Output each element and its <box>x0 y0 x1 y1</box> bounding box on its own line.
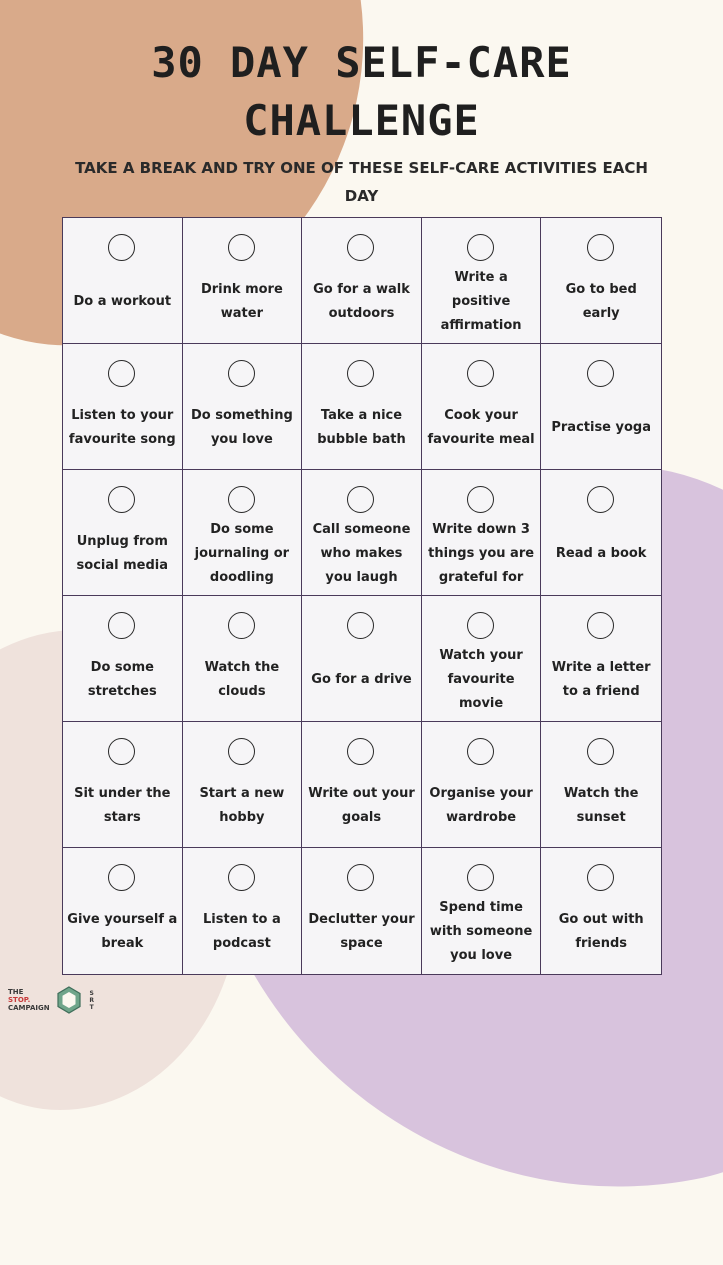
checkbox-circle[interactable] <box>467 612 494 639</box>
challenge-cell <box>302 344 422 470</box>
logo-line-stop: STOP. <box>8 996 31 1004</box>
campaign-logo <box>8 984 96 1016</box>
challenge-cell <box>63 596 183 722</box>
challenge-cell <box>63 218 183 344</box>
activity-label: Listen to a podcast <box>203 912 281 951</box>
checkbox-circle[interactable] <box>347 234 374 261</box>
checkbox-circle[interactable] <box>587 486 614 513</box>
checkbox-circle[interactable] <box>467 864 494 891</box>
challenge-cell <box>63 848 183 974</box>
challenge-cell <box>183 722 303 848</box>
activity-label: Spend time with someone you love <box>429 900 533 963</box>
activity-label: Give yourself a break <box>67 912 178 951</box>
activity-label: Call someone who makes you laugh <box>312 521 411 585</box>
activity-label: Do some stretches <box>87 659 157 699</box>
challenge-cell <box>541 848 661 974</box>
challenge-cell <box>183 596 303 722</box>
logo-srt-r: R <box>89 996 94 1004</box>
activity-label: Write a letter to a friend <box>551 659 651 699</box>
activity-label: Write out your goals <box>308 785 415 825</box>
challenge-cell <box>183 470 303 596</box>
challenge-cell <box>302 218 422 344</box>
challenge-cell <box>63 344 183 470</box>
page-title-line2: CHALLENGE <box>243 96 480 145</box>
challenge-cell <box>302 722 422 848</box>
checkbox-circle[interactable] <box>228 486 255 513</box>
checkbox-circle[interactable] <box>467 360 494 387</box>
challenge-cell <box>422 218 542 344</box>
checkbox-circle[interactable] <box>467 234 494 261</box>
checkbox-circle[interactable] <box>108 360 135 387</box>
checkbox-circle[interactable] <box>347 486 374 513</box>
challenge-cell <box>422 596 542 722</box>
hexagon-logo-icon <box>54 985 84 1015</box>
challenge-cell <box>422 722 542 848</box>
checkbox-circle[interactable] <box>108 486 135 513</box>
logo-line-campaign: CAMPAIGN <box>8 1004 50 1012</box>
challenge-cell <box>183 848 303 974</box>
activity-label: Drink more water <box>200 281 283 321</box>
challenge-cell <box>302 596 422 722</box>
activity-label: Do a workout <box>73 293 172 309</box>
checkbox-circle[interactable] <box>108 864 135 891</box>
activity-label: Watch the clouds <box>204 659 280 699</box>
checkbox-circle[interactable] <box>108 234 135 261</box>
activity-label: Organise your wardrobe <box>429 785 533 825</box>
activity-label: Do some journaling or doodling <box>194 521 290 585</box>
logo-srt-s: S <box>89 989 94 997</box>
activity-label: Go out with friends <box>558 912 644 951</box>
activity-label: Write a positive affirmation <box>440 269 522 333</box>
logo-srt-t: T <box>89 1003 94 1011</box>
challenge-cell <box>422 848 542 974</box>
challenge-cell <box>183 218 303 344</box>
activity-label: Practise yoga <box>551 419 652 435</box>
activity-label: Go for a walk outdoors <box>313 281 410 321</box>
challenge-cell <box>63 722 183 848</box>
page-title-line1: 30 DAY SELF-CARE <box>151 38 572 87</box>
challenge-cell <box>422 344 542 470</box>
page-subtitle: TAKE A BREAK AND TRY ONE OF THESE SELF-CARE ACTIVITIES EACH DAY <box>75 159 648 205</box>
checkbox-circle[interactable] <box>587 738 614 765</box>
checkbox-circle[interactable] <box>347 738 374 765</box>
logo-line-the: THE <box>8 988 24 996</box>
checkbox-circle[interactable] <box>467 486 494 513</box>
checkbox-circle[interactable] <box>228 738 255 765</box>
challenge-cell <box>541 596 661 722</box>
activity-label: Go for a drive <box>311 671 412 687</box>
challenge-cell <box>63 470 183 596</box>
activity-label: Go to bed early <box>565 281 637 321</box>
checkbox-circle[interactable] <box>228 234 255 261</box>
checkbox-circle[interactable] <box>587 612 614 639</box>
checkbox-circle[interactable] <box>228 864 255 891</box>
challenge-cell <box>302 848 422 974</box>
activity-label: Unplug from social media <box>76 533 169 573</box>
activity-label: Watch the sunset <box>563 785 639 825</box>
activity-label: Listen to your favourite song <box>68 407 176 447</box>
activity-label: Start a new hobby <box>199 785 285 825</box>
challenge-grid <box>62 217 662 975</box>
activity-label: Cook your favourite meal <box>427 407 535 447</box>
logo-wordmark <box>8 988 50 1012</box>
challenge-cell <box>183 344 303 470</box>
checkbox-circle[interactable] <box>587 864 614 891</box>
checkbox-circle[interactable] <box>347 360 374 387</box>
checkbox-circle[interactable] <box>108 738 135 765</box>
checkbox-circle[interactable] <box>587 234 614 261</box>
activity-label: Watch your favourite movie <box>439 647 523 711</box>
challenge-cell <box>541 470 661 596</box>
activity-label: Declutter your space <box>308 912 415 951</box>
checkbox-circle[interactable] <box>228 360 255 387</box>
checkbox-circle[interactable] <box>347 864 374 891</box>
activity-label: Write down 3 things you are grateful for <box>428 521 535 585</box>
checkbox-circle[interactable] <box>467 738 494 765</box>
activity-label: Sit under the stars <box>74 785 171 825</box>
checkbox-circle[interactable] <box>108 612 135 639</box>
checkbox-circle[interactable] <box>228 612 255 639</box>
checkbox-circle[interactable] <box>587 360 614 387</box>
activity-label: Do something you love <box>191 407 293 447</box>
challenge-cell <box>541 218 661 344</box>
activity-label: Take a nice bubble bath <box>317 407 406 447</box>
challenge-cell <box>541 722 661 848</box>
challenge-cell <box>422 470 542 596</box>
checkbox-circle[interactable] <box>347 612 374 639</box>
challenge-cell <box>541 344 661 470</box>
activity-label: Read a book <box>555 545 647 561</box>
logo-srt <box>88 990 96 1011</box>
challenge-cell <box>302 470 422 596</box>
